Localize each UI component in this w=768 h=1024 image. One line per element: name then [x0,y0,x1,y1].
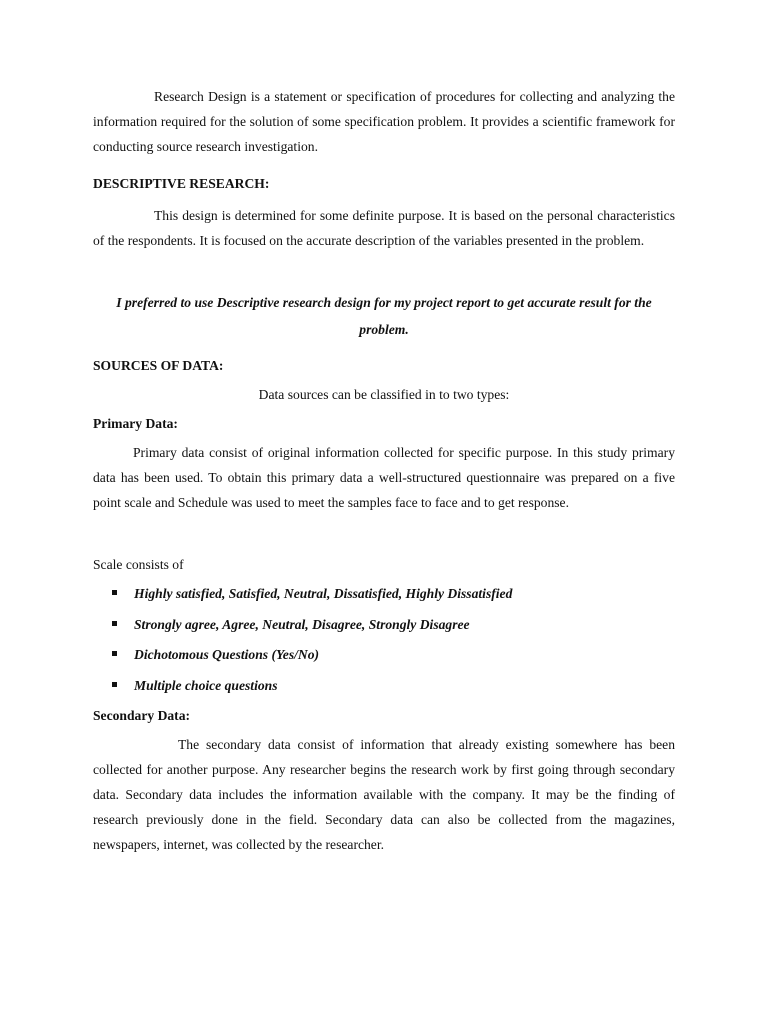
primary-data-paragraph: Primary data consist of original information collected for specific purpose. In this study primary data has been used. To obtain this primary data a well-structured questionnaire was prepared on a five point scale and Schedule was used to meet the samples face to face and to get response. [93,445,675,510]
scale-label: Scale consists of [93,557,184,572]
square-bullet-icon [112,682,117,687]
list-item [112,645,512,676]
list-item [112,676,512,707]
list-item [112,615,512,646]
descriptive-research-paragraph: This design is determined for some definite purpose. It is based on the personal characteristics of the respondents. It is focused on the accurate description of the variables presented in the problem. [93,208,675,248]
scale-list [112,584,512,706]
secondary-data-heading: Secondary Data: [93,708,191,723]
intro-paragraph: Research Design is a statement or specification of procedures for collecting and analyzing the information required for the solution of some specification problem. It provides a scientific framework for conducting source research investigation. [93,89,675,154]
square-bullet-icon [112,590,117,595]
list-item [112,584,512,615]
scale-item-text: Highly satisfied, Satisfied, Neutral, Dissatisfied, Highly Dissatisfied [134,586,513,601]
scale-item-text: Multiple choice questions [134,677,278,693]
descriptive-research-heading: DESCRIPTIVE RESEARCH: [93,176,270,191]
scale-item-text: Dichotomous Questions (Yes/No) [134,647,320,662]
square-bullet-icon [112,651,117,656]
primary-data-heading: Primary Data: [93,416,178,431]
sources-of-data-heading: SOURCES OF DATA: [93,358,224,373]
descriptive-research-emphasis: I preferred to use Descriptive research design for my project report to get accurate result for the problem. [116,295,652,337]
scale-item-text: Strongly agree, Agree, Neutral, Disagree, Strongly Disagree [134,616,470,632]
square-bullet-icon [112,621,117,626]
sources-of-data-intro: Data sources can be classified in to two types: [258,387,510,402]
secondary-data-paragraph: The secondary data consist of information that already existing somewhere has been collected for another purpose. Any researcher begins the research work by first going through secondary data. Secondary data includes the information available with the company. It may be the finding of research previously done in the field. Secondary data can also be collected from the magazines, newspapers, internet, was collected by the researcher. [93,737,675,852]
